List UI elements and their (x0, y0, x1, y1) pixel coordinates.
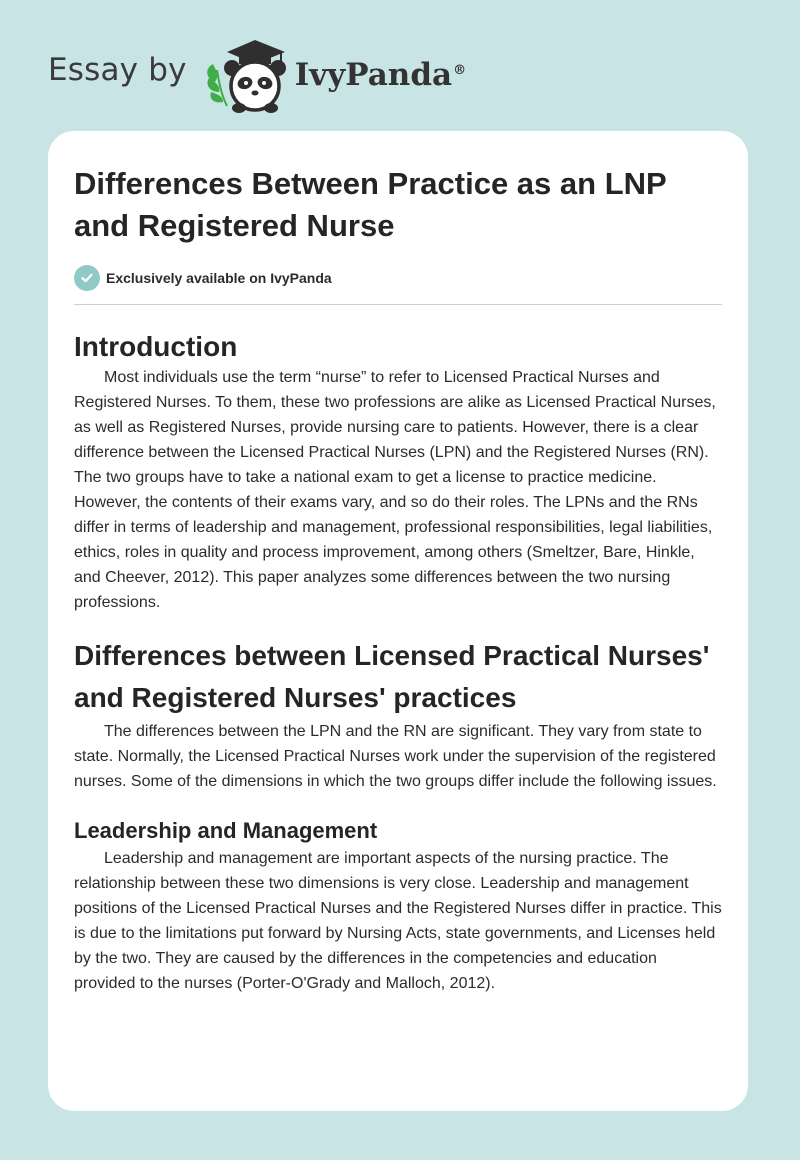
panda-graduate-icon (201, 30, 293, 116)
section-heading-introduction: Introduction (74, 331, 238, 362)
subsection-heading-leadership: Leadership and Management (74, 818, 378, 843)
paragraph-introduction: Most individuals use the term “nurse” to refer to Licensed Practical Nurses and Registered Nurses. To them, these two professions are alike as Licensed Practical Nurses, as well as Registered Nurses, provide nursing care to patients. However, there is a clear difference between the Licensed Practical Nurses (LPN) and the Registered Nurses (RN). The two groups have to take a national exam to get a license to practice medicine. However, the contents of their exams vary, and so do their roles. The LPNs and the RNs differ in terms of leadership and management, professional responsibilities, legal liabilities, ethics, roles in quality and process improvement, among others (Smeltzer, Bare, Hinkle, and Cheever, 2012). This paper analyzes some differences between the two nursing professions. (74, 369, 716, 611)
brand-prefix: Essay by (48, 52, 187, 88)
article-card (48, 131, 748, 1111)
check-icon (74, 265, 100, 291)
paragraph-leadership: Leadership and management are important aspects of the nursing practice. The relationship between these two dimensions is very close. Leadership and management positions of the Licensed Practical Nurses and the Registered Nurses differ in practice. This is due to the limitations put forward by Nursing Acts, state governments, and Licenses held by the two. They are caused by the differences in the competencies and education provided to the nurses (Porter-O'Grady and Malloch, 2012). (74, 850, 722, 992)
registered-mark: ® (453, 62, 467, 78)
brand-name: IvyPanda® (294, 57, 467, 93)
divider (74, 304, 722, 305)
section-heading-differences: Differences between Licensed Practical Nurses' and Registered Nurses' practices (74, 640, 710, 713)
article-title: Differences Between Practice as an LNP and Registered Nurse (74, 166, 667, 243)
brand-header (48, 30, 466, 116)
exclusive-label: Exclusively available on IvyPanda (106, 270, 332, 286)
exclusive-badge (74, 265, 722, 291)
paragraph-differences: The differences between the LPN and the RN are significant. They vary from state to state. Normally, the Licensed Practical Nurses work under the supervision of the registered nurses. Some of the dimensions in which the two groups differ include the following issues. (74, 723, 717, 790)
